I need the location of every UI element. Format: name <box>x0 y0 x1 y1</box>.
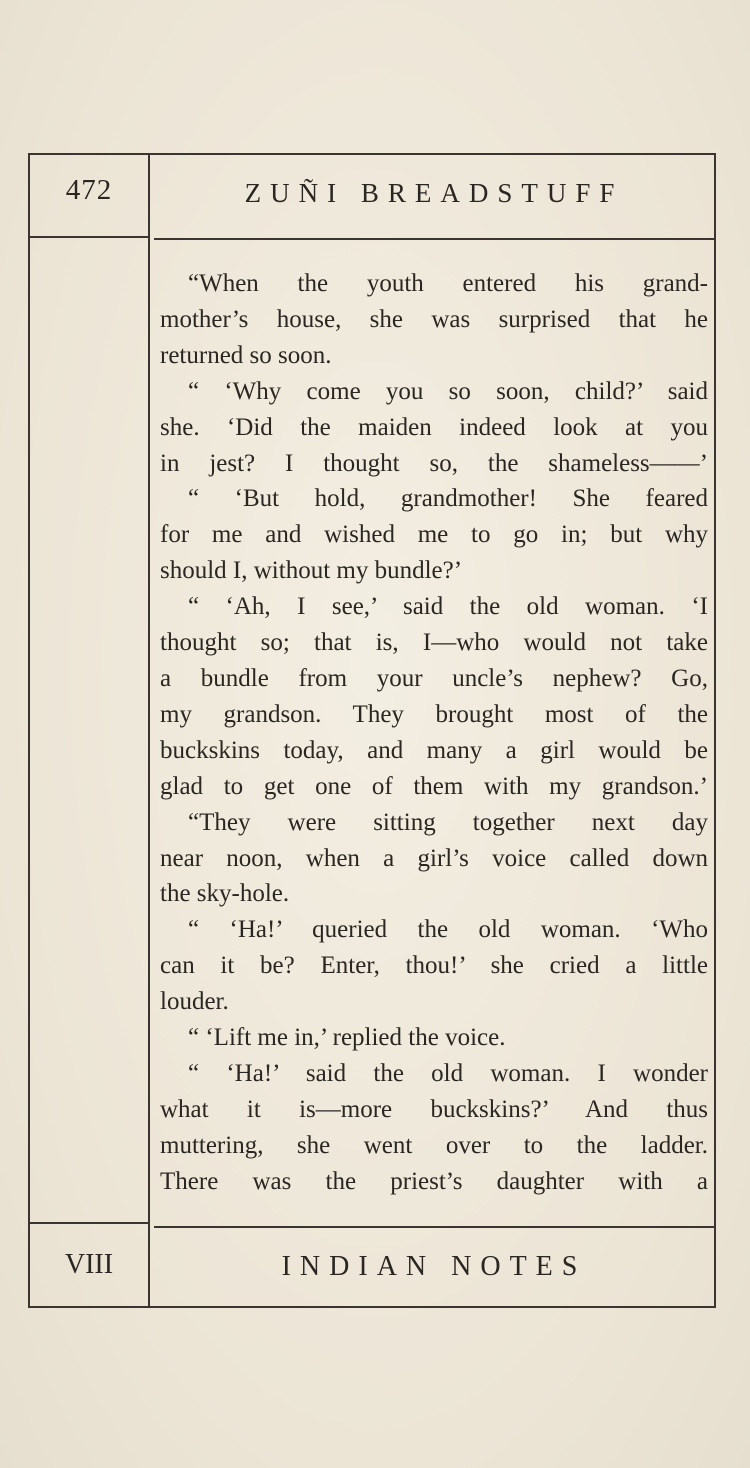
text-line: she. ‘Did the maiden indeed look at you <box>160 413 708 441</box>
body-text <box>160 266 708 1200</box>
text-line: “ ‘Ha!’ queried the old woman. ‘Who <box>188 916 708 944</box>
text-line: should I, without my bundle?’ <box>160 557 463 585</box>
text-line: can it be? Enter, thou!’ she cried a little <box>160 952 708 980</box>
text-line: “They were sitting together next day <box>188 808 708 836</box>
text-line: “ ‘But hold, grandmother! She feared <box>188 485 708 513</box>
text-line: “ ‘Lift me in,’ replied the voice. <box>188 1024 506 1052</box>
chapter-number: VIII <box>64 1249 114 1280</box>
text-line: glad to get one of them with my grandson.’ <box>160 772 708 800</box>
text-line: returned so soon. <box>160 341 332 369</box>
text-line: “ ‘Why come you so soon, child?’ said <box>188 377 708 405</box>
text-line: in jest? I thought so, the shameless——’ <box>160 449 708 477</box>
text-line: “When the youth entered his grand- <box>188 270 708 297</box>
header-rule-right <box>154 238 716 240</box>
text-line: “ ‘Ah, I see,’ said the old woman. ‘I <box>188 593 708 621</box>
text-line: a bundle from your uncle’s nephew? Go, <box>160 664 708 692</box>
text-line: louder. <box>160 988 229 1016</box>
text-line: muttering, she went over to the ladder. <box>160 1131 708 1159</box>
column-divider <box>148 153 150 1308</box>
text-line: buckskins today, and many a girl would be <box>160 736 708 764</box>
footer-rule-left <box>28 1222 148 1224</box>
text-line: what it is—more buckskins?’ And thus <box>160 1095 708 1123</box>
text-line: my grandson. They brought most of the <box>160 700 708 728</box>
text-line: There was the priest’s daughter with a <box>160 1167 708 1195</box>
text-line: near noon, when a girl’s voice called down <box>160 844 708 872</box>
running-footer: INDIAN NOTES <box>281 1251 587 1282</box>
footer-rule-right <box>154 1226 716 1228</box>
running-title: ZUÑI BREADSTUFF <box>244 178 624 208</box>
text-line: thought so; that is, I—who would not take <box>160 629 708 657</box>
header-rule-left <box>28 236 148 238</box>
page-number: 472 <box>65 174 113 206</box>
text-line: mother’s house, she was surprised that he <box>160 305 708 333</box>
text-line: for me and wished me to go in; but why <box>160 521 708 549</box>
text-line: the sky-hole. <box>160 880 290 908</box>
text-line: “ ‘Ha!’ said the old woman. I wonder <box>188 1059 708 1087</box>
